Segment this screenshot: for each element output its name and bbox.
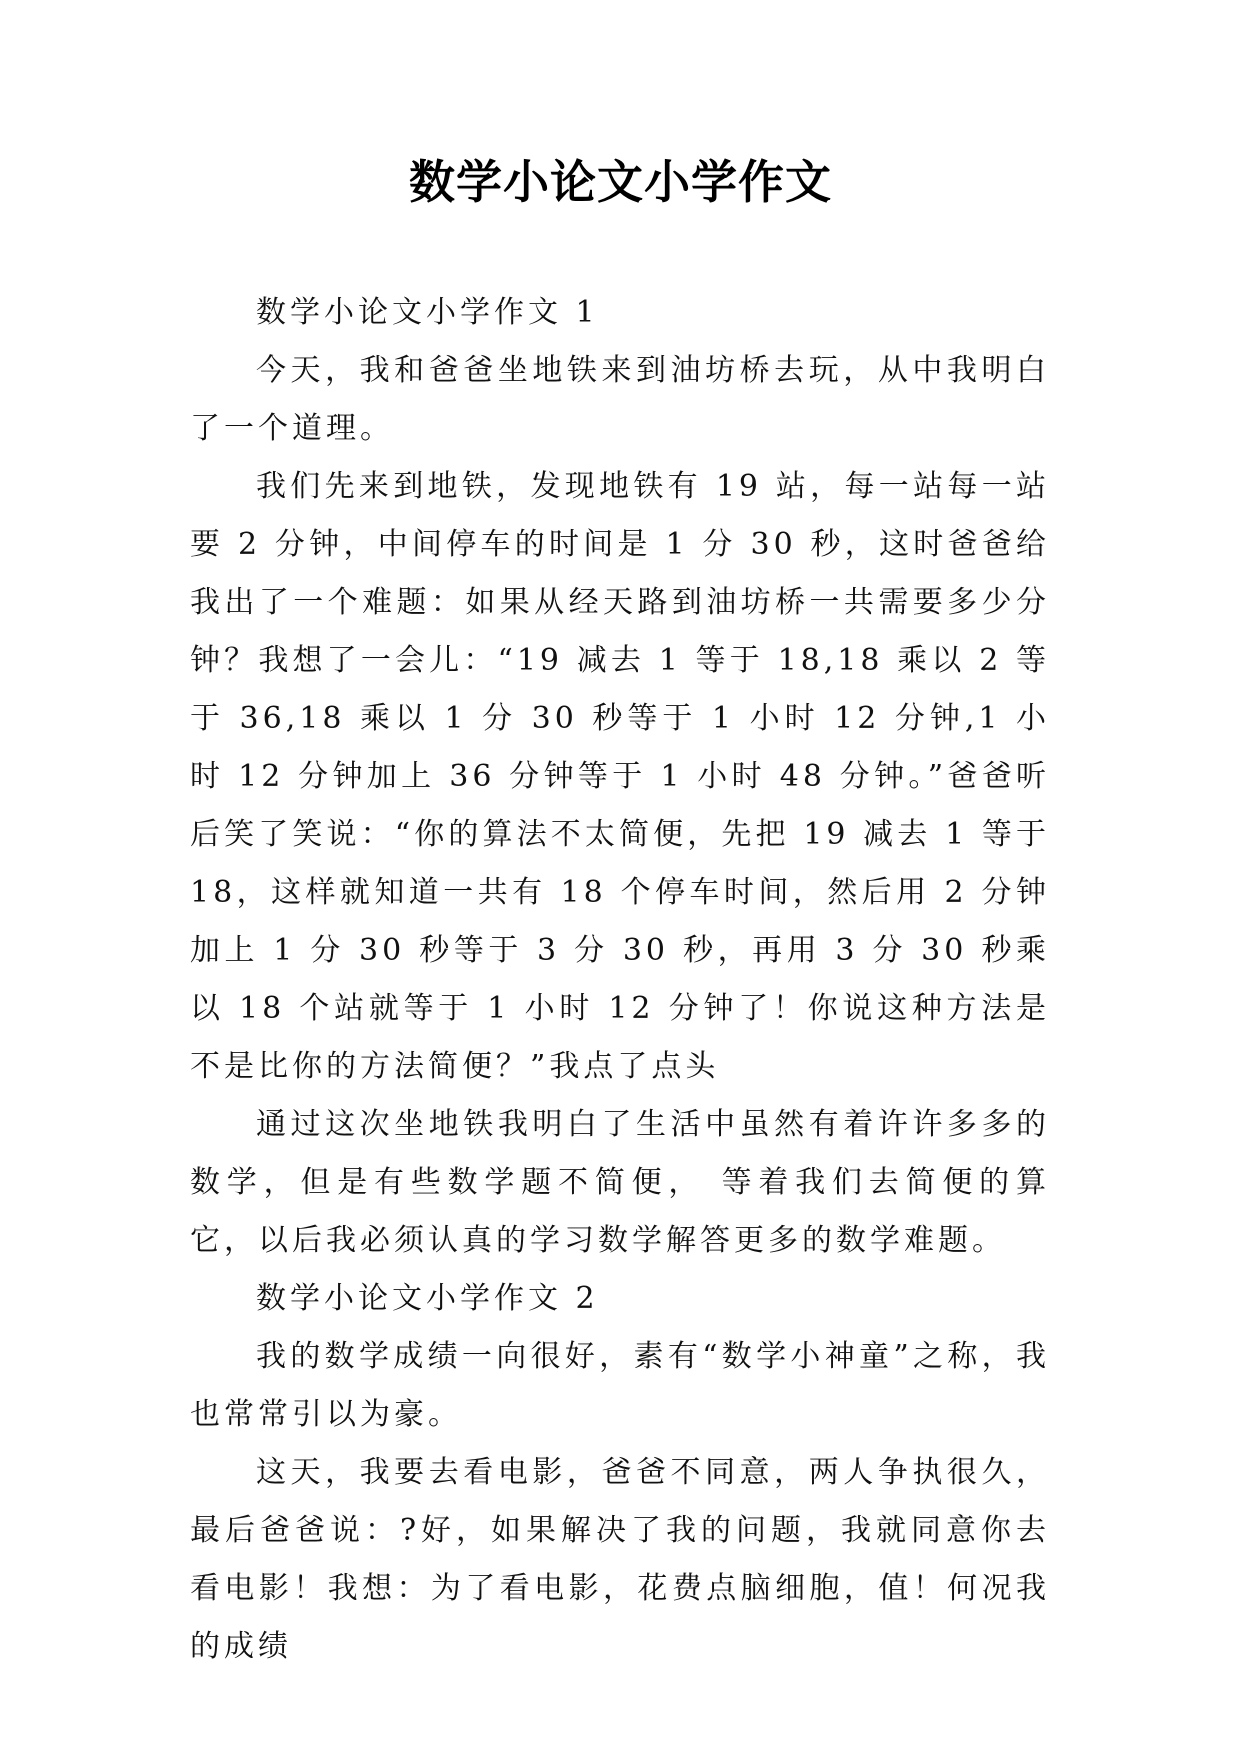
paragraph: 我的数学成绩一向很好，素有“数学小神童”之称，我也常常引以为豪。 [190,1339,1050,1432]
document-title: 数学小论文小学作文 [409,155,832,209]
document-body [190,284,1050,1676]
section-heading-2: 数学小论文小学作文 2 [256,1281,599,1316]
paragraph: 通过这次坐地铁我明白了生活中虽然有着许许多多的数学，但是有些数学题不简便， 等着我们去简便的算它，以后我必须认真的学习数学解答更多的数学难题。 [190,1107,1050,1258]
paragraph: 这天，我要去看电影，爸爸不同意，两人争执很久，最后爸爸说：?好，如果解决了我的问题，我就同意你去看电影！我想：为了看电影，花费点脑细胞，值！何况我的成绩 [190,1455,1050,1664]
paragraph: 今天，我和爸爸坐地铁来到油坊桥去玩，从中我明白了一个道理。 [190,353,1050,446]
section-heading-1: 数学小论文小学作文 1 [256,295,599,330]
paragraph: 我们先来到地铁，发现地铁有 19 站，每一站每一站要 2 分钟，中间停车的时间是 1 分 30 秒，这时爸爸给我出了一个难题：如果从经天路到油坊桥一共需要多少分钟？我想了一会儿：“19 减去 1 等于 18,18 乘以 2 等于 36,18 乘以 1 分 30 秒等于 1 小时 12 分钟,1 小时 12 分钟加上 36 分钟等于 1 小时 48 分钟。”爸爸听后笑了笑说：“你的算法不太简便，先把 19 减去 1 等于 18，这样就知道一共有 18 个停车时间，然后用 2 分钟加上 1 分 30 秒等于 3 分 30 秒，再用 3 分 30 秒乘以 18 个站就等于 1 小时 12 分钟了！你说这种方法是不是比你的方法简便？”我点了点头 [190,469,1050,1084]
